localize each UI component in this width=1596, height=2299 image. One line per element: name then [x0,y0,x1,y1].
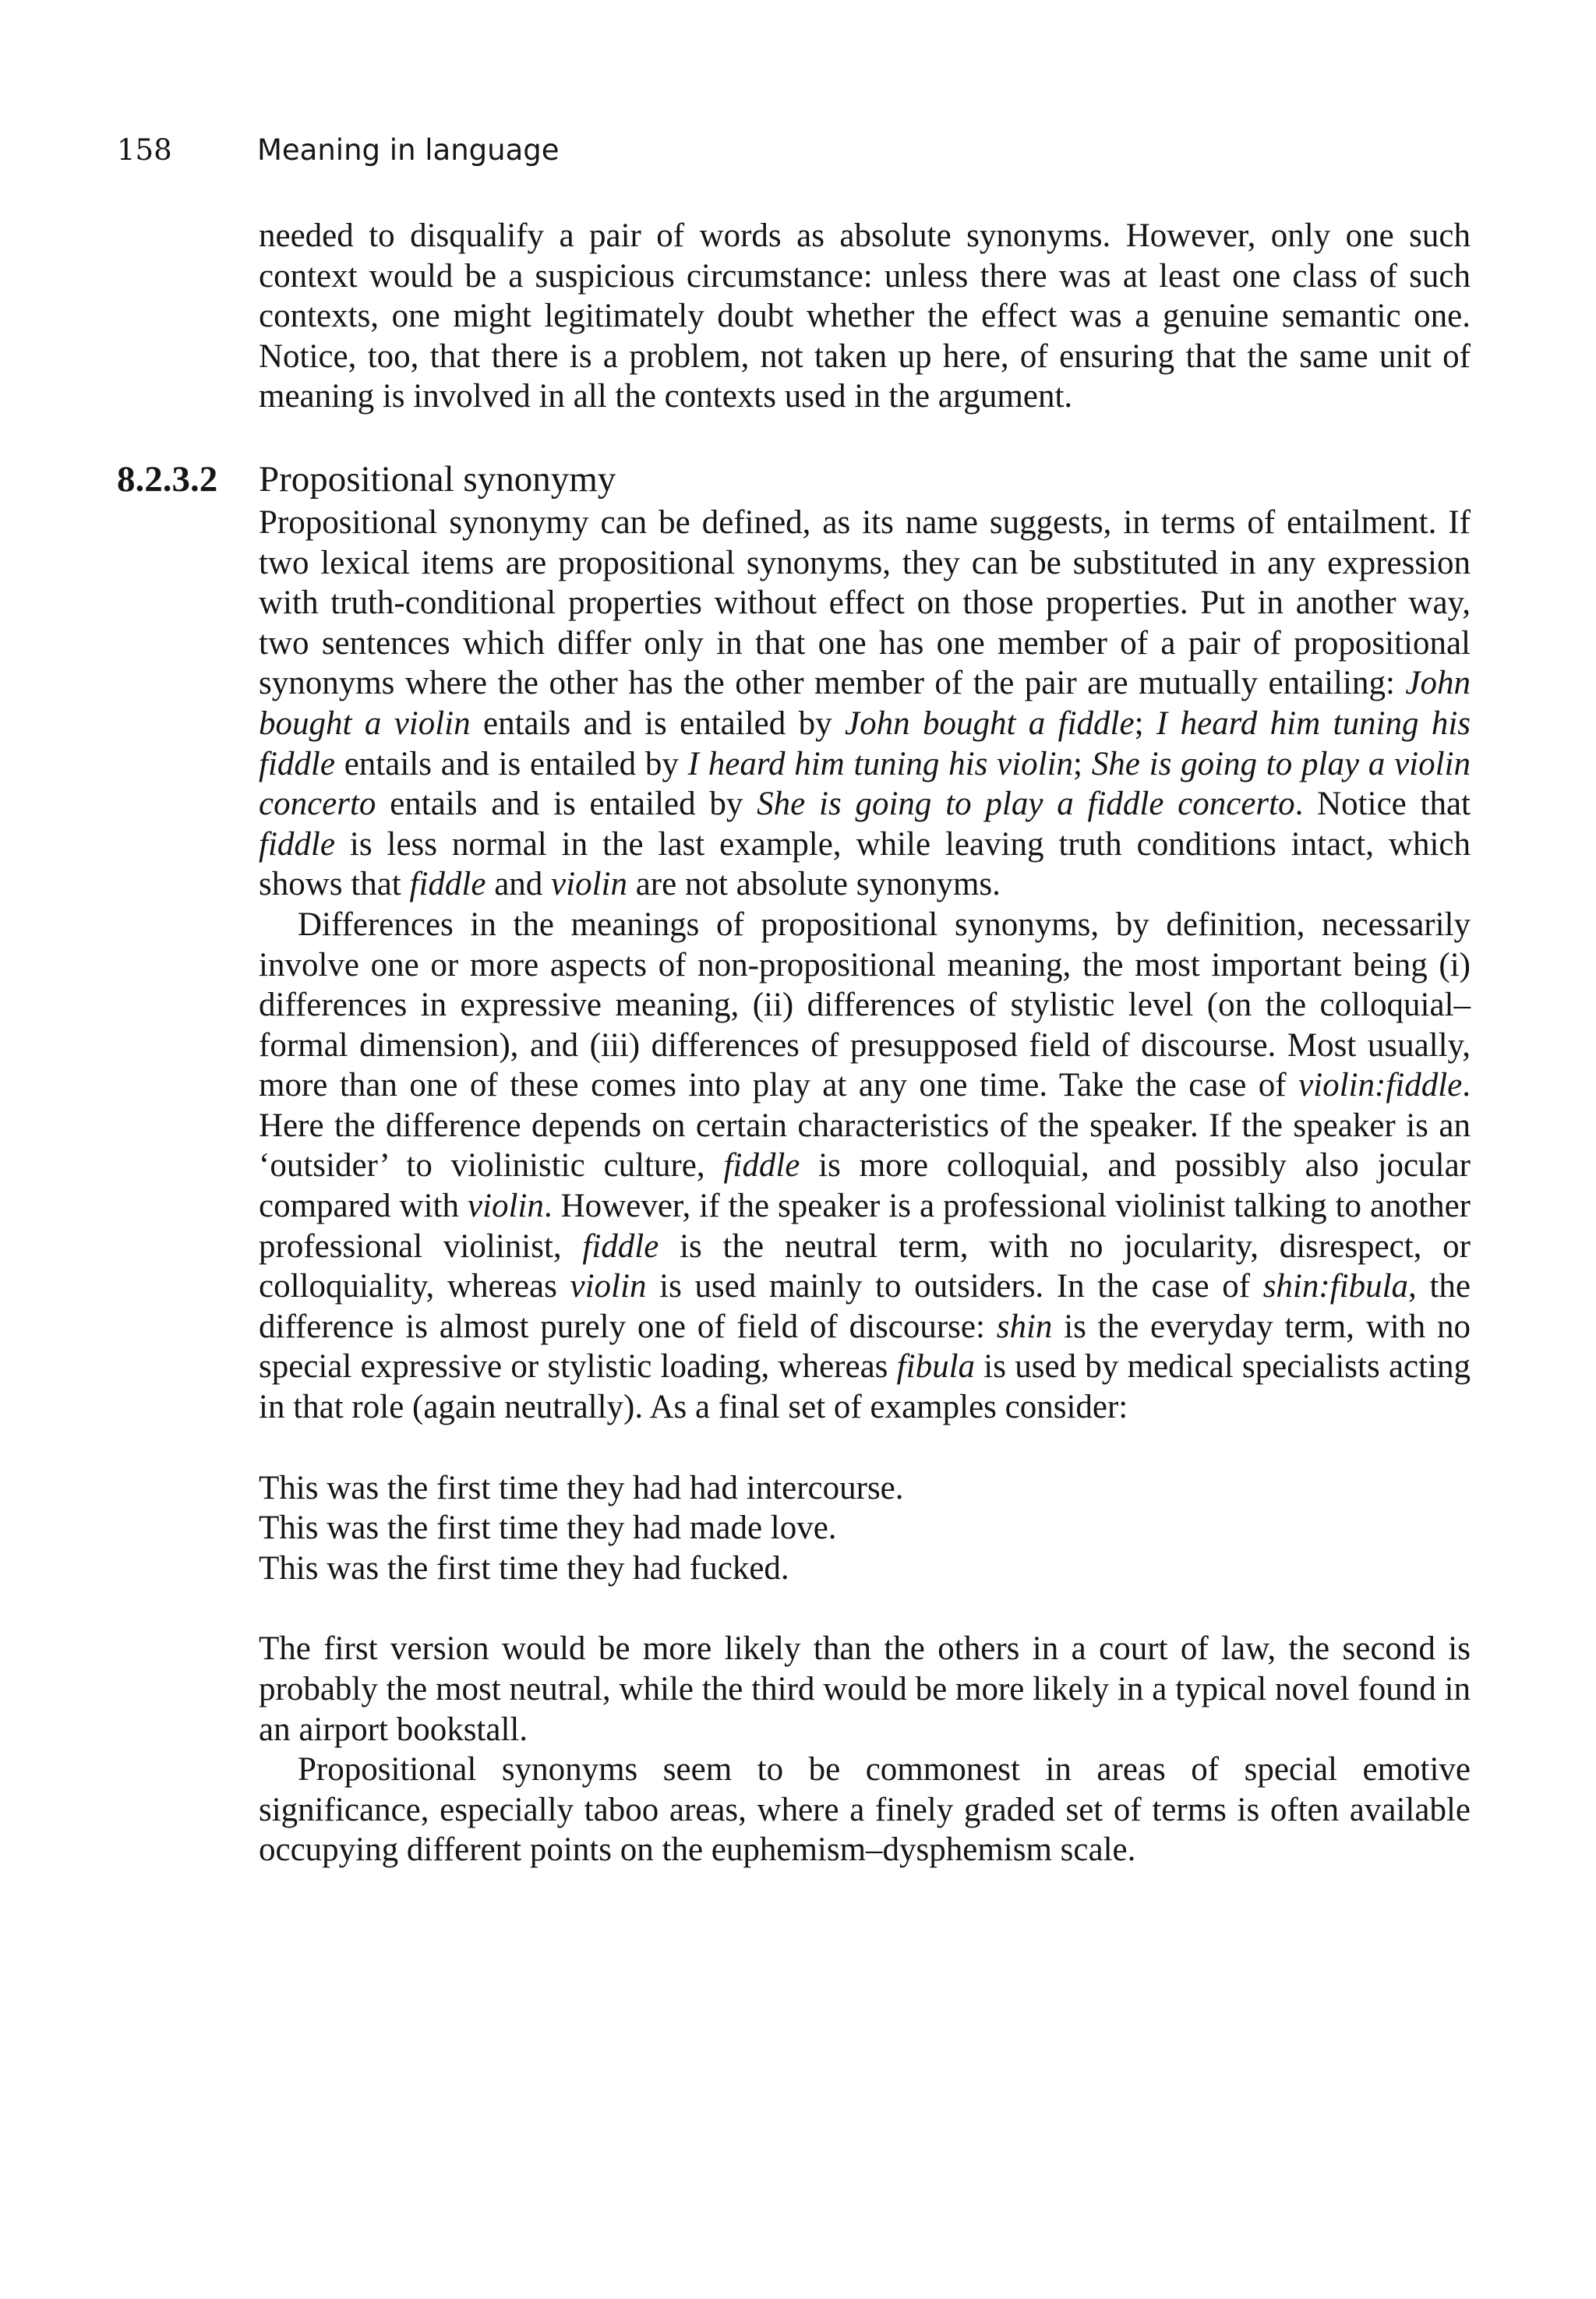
cited-word: shin [996,1308,1053,1345]
text-run: . Here the difference depends on certain characteristics of the speaker. If the speaker is an ‘outsider’ to violinistic culture, [259,1067,1471,1185]
text-run: is more colloquial, and possibly also jocular compared with [259,1147,1471,1225]
section-title: Propositional synonymy [259,458,616,500]
text-run: entails and is entailed by [470,705,845,742]
text-run: entails and is entailed by [376,786,757,823]
text-run: is the neutral term, with no jocularity, disrespect, or colloquiality, whereas [259,1227,1471,1305]
example-line: This was the first time they had had intercourse. [259,1469,904,1506]
body-text [117,216,1471,1870]
cited-word: fibula [896,1348,976,1386]
cited-word: fiddle [723,1147,800,1185]
text-run: are not absolute synonyms. [627,866,1001,903]
text-run: . Notice that [1294,786,1471,823]
text-run: is used by medical specialists acting in that role (again neutrally). As a final set of examples consider: [259,1348,1471,1426]
continued-paragraph: needed to disqualify a pair of words as absolute synonyms. However, only one such context would be a suspicious circumstance: unless there was at least one class of such contexts, one might legitimately doubt whether the effect was a genuine semantic one. Notice, too, that there is a problem, not taken up here, of ensuring that the same unit of meaning is involved in all the contexts used in the argument. [259,217,1471,415]
cited-word: violin [570,1268,647,1305]
text-run: and [486,866,552,903]
cited-word: fiddle [259,825,335,863]
section-heading [117,458,1471,500]
cited-word: violin:fiddle [1298,1067,1463,1104]
cited-word: violin [551,866,627,903]
text-run: ; [1073,745,1092,782]
text-run: is the everyday term, with no special expressive or stylistic loading, whereas [259,1308,1471,1386]
running-title: Meaning in language [257,133,560,167]
example-list [259,1468,1471,1589]
cited-word: fiddle [582,1227,659,1265]
example-line: This was the first time they had fucked. [259,1549,789,1587]
page-number: 158 [117,133,172,167]
example-line: This was the first time they had made love. [259,1510,837,1547]
example-sentence: She is going to play a fiddle concerto [757,786,1295,823]
paragraph-differences [259,905,1471,1428]
text-run: Differences in the meanings of propositional synonyms, by definition, necessarily involve one or more aspects of non-propositional meaning, the most important being (i) differences in expressive meaning, (ii) differences of stylistic level (on the colloquial–formal dimension), and (iii) differences of presupposed field of discourse. Most usually, more than one of these comes into play at any one time. Take the case of [259,906,1471,1104]
paragraph-versions: The first version would be more likely than the others in a court of law, the second is probably the most neutral, while the third would be more likely in a typical novel found in an airport bookstall. [259,1630,1471,1748]
text-run: , the difference is almost purely one of field of discourse: [259,1268,1471,1345]
text-run: is used mainly to outsiders. In the case of [646,1268,1263,1305]
cited-word: violin [467,1188,544,1225]
text-run: Propositional synonymy can be defined, as its name suggests, in terms of entailment. If two lexical items are propositional synonyms, they can be substituted in any expression with truth-conditional properties without effect on those properties. Put in another way, two sentences which differ only in that one has one member of a pair of propositional synonyms where the other has the other member of the pair are mutually entailing: [259,503,1471,702]
example-sentence: John bought a fiddle [844,705,1135,742]
cited-word: fiddle [409,866,486,903]
text-run: ; [1134,705,1156,742]
example-sentence: I heard him tuning his violin [687,745,1074,782]
running-head [117,131,560,170]
section-number: 8.2.3.2 [117,458,218,500]
example-sentence: She is going to play a violin concerto [259,745,1471,823]
text-run: entails and is entailed by [334,745,688,782]
example-sentence: I heard him tuning his fiddle [259,705,1471,782]
example-sentence: John bought a violin [259,665,1471,742]
text-run: . However, if the speaker is a professional violinist talking to another professional violinist, [259,1188,1471,1265]
cited-word: shin:fibula [1262,1268,1409,1305]
paragraph-entailment [259,503,1471,905]
text-run: is less normal in the last example, while leaving truth conditions intact, which shows that [259,825,1471,903]
paragraph-taboo: Propositional synonyms seem to be commonest in areas of special emotive significance, especially taboo areas, where a finely graded set of terms is often available occupying different points on the euphemism–dysphemism scale. [259,1751,1471,1869]
